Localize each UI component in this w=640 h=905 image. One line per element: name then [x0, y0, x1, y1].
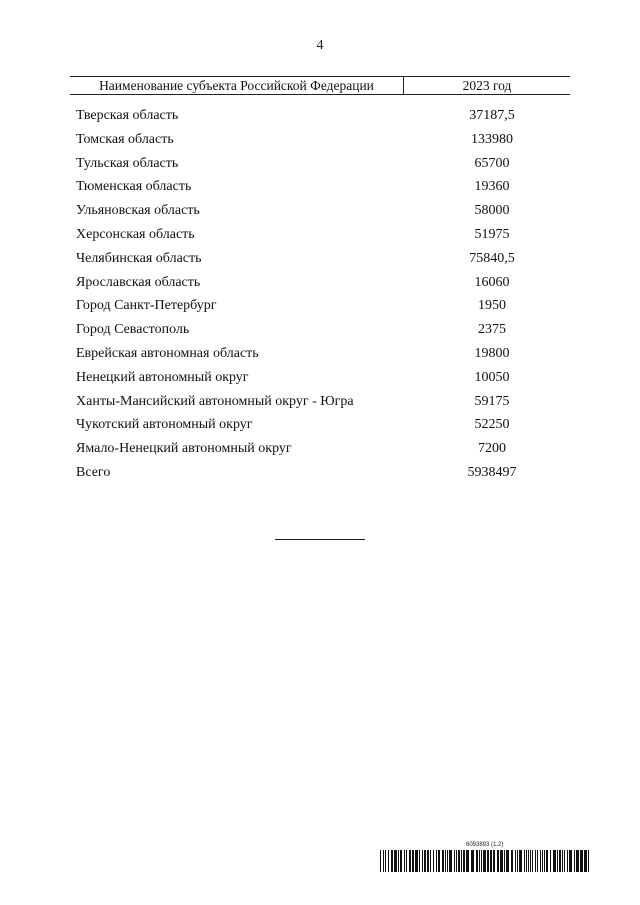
region-name: Ямало-Ненецкий автономный округ	[76, 441, 292, 457]
table-row	[76, 132, 570, 156]
barcode-bar	[447, 850, 448, 872]
region-name: Ненецкий автономный округ	[76, 369, 249, 385]
barcode-bar	[422, 850, 423, 872]
barcode-bar	[542, 850, 543, 872]
region-name: Ханты-Мансийский автономный округ - Югра	[76, 393, 354, 409]
total-label: Всего	[76, 464, 111, 480]
barcode-bar	[404, 850, 405, 872]
barcode-bar	[497, 850, 499, 872]
region-name: Ульяновская область	[76, 203, 200, 219]
region-value: 7200	[478, 441, 506, 457]
barcode-bar	[409, 850, 411, 872]
barcode-bar	[445, 850, 446, 872]
barcode-bar	[567, 850, 568, 872]
table-row	[76, 179, 570, 203]
barcode-bar	[481, 850, 482, 872]
region-value: 133980	[471, 131, 513, 147]
barcode-bar	[400, 850, 402, 872]
barcode-bar	[493, 850, 495, 872]
barcode-bar	[415, 850, 418, 872]
barcode-bar	[562, 850, 563, 872]
barcode-bar	[383, 850, 384, 872]
table-row	[76, 298, 570, 322]
region-value: 10050	[474, 369, 510, 385]
region-name: Чукотский автономный округ	[76, 417, 253, 433]
barcode-bar	[528, 850, 529, 872]
barcode-bar	[433, 850, 434, 872]
region-name: Челябинская область	[76, 250, 202, 266]
region-name: Город Санкт-Петербург	[76, 298, 217, 314]
barcode-bar	[471, 850, 474, 872]
barcode-bar	[550, 850, 551, 872]
region-name: Тюменская область	[76, 179, 192, 195]
region-value: 16060	[474, 274, 510, 290]
barcode-bar	[511, 850, 513, 872]
region-value: 2375	[478, 322, 506, 338]
barcode-bar	[526, 850, 527, 872]
region-value: 58000	[474, 203, 510, 219]
column-header-name: Наименование субъекта Российской Федерации	[70, 77, 404, 94]
barcode-bar	[564, 850, 565, 872]
table-row	[76, 251, 570, 275]
table-row	[76, 156, 570, 180]
region-value: 19360	[474, 179, 510, 195]
barcode-bar	[584, 850, 587, 872]
barcode-bar	[398, 850, 399, 872]
barcode-bar	[544, 850, 545, 872]
barcode-bar	[574, 850, 575, 872]
barcode-bar	[569, 850, 572, 872]
barcode-bar	[449, 850, 452, 872]
barcode-bar	[532, 850, 533, 872]
barcode-bar	[553, 850, 556, 872]
barcode-bar	[454, 850, 455, 872]
end-divider	[275, 539, 365, 540]
barcode-bar	[476, 850, 478, 872]
barcode-bar	[391, 850, 393, 872]
region-value: 1950	[478, 298, 506, 314]
table-row-total	[76, 465, 570, 489]
barcode-bar	[427, 850, 429, 872]
region-name: Тверская область	[76, 108, 179, 123]
barcode-bar	[500, 850, 503, 872]
barcode-bar	[479, 850, 480, 872]
barcode-bar	[436, 850, 437, 872]
barcode-bar	[424, 850, 426, 872]
region-name: Тульская область	[76, 155, 179, 171]
region-value: 51975	[474, 226, 510, 242]
page-number: 4	[316, 38, 324, 53]
table-row	[76, 203, 570, 227]
barcode-bar	[588, 850, 589, 872]
barcode-bar	[506, 850, 509, 872]
barcode-bar	[519, 850, 522, 872]
barcode-bar	[438, 850, 440, 872]
barcode-bar	[576, 850, 579, 872]
barcode-label: 6093893 (1.2)	[466, 842, 504, 848]
region-value: 52250	[474, 417, 510, 433]
table-header	[70, 76, 570, 95]
barcode-bar	[540, 850, 541, 872]
region-name: Еврейская автономная область	[76, 345, 259, 361]
barcode-bar	[535, 850, 536, 872]
barcode-image	[380, 850, 590, 872]
barcode-bar	[546, 850, 548, 872]
barcode-bar	[580, 850, 583, 872]
region-value: 59175	[474, 393, 510, 409]
table-row	[76, 346, 570, 370]
barcode-bar	[483, 850, 486, 872]
barcode-bar	[430, 850, 431, 872]
region-value: 75840,5	[469, 250, 515, 266]
barcode-bar	[461, 850, 462, 872]
table-row	[76, 108, 570, 132]
region-name: Херсонская область	[76, 226, 195, 242]
table-row	[76, 417, 570, 441]
table-row	[76, 394, 570, 418]
barcode-bar	[458, 850, 460, 872]
barcode-bar	[388, 850, 389, 872]
barcode-bar	[406, 850, 407, 872]
barcode-bar	[380, 850, 381, 872]
barcode-bar	[419, 850, 420, 872]
column-header-year: 2023 год	[462, 78, 512, 93]
total-value: 5938497	[467, 464, 517, 480]
barcode-bar	[490, 850, 492, 872]
region-value: 37187,5	[469, 108, 515, 123]
barcode-bar	[463, 850, 465, 872]
barcode-bar	[442, 850, 444, 872]
barcode-bar	[517, 850, 518, 872]
region-value: 65700	[474, 155, 510, 171]
region-name: Город Севастополь	[76, 322, 190, 338]
table-row	[76, 441, 570, 465]
region-name: Ярославская область	[76, 274, 201, 290]
table-body	[76, 108, 570, 489]
table-row	[76, 370, 570, 394]
barcode-bar	[394, 850, 397, 872]
barcode-bar	[559, 850, 561, 872]
barcode-bar	[456, 850, 457, 872]
region-value: 19800	[474, 345, 510, 361]
table-row	[76, 227, 570, 251]
barcode-bar	[466, 850, 469, 872]
table-row	[76, 322, 570, 346]
barcode-bar	[504, 850, 505, 872]
barcode-bar	[487, 850, 489, 872]
table-row	[76, 275, 570, 299]
barcode-bar	[412, 850, 414, 872]
barcode-bar	[515, 850, 516, 872]
barcode-bar	[530, 850, 531, 872]
barcode-bar	[557, 850, 558, 872]
region-name: Томская область	[76, 131, 174, 147]
barcode-bar	[524, 850, 525, 872]
barcode-bar	[385, 850, 386, 872]
barcode-bar	[537, 850, 538, 872]
